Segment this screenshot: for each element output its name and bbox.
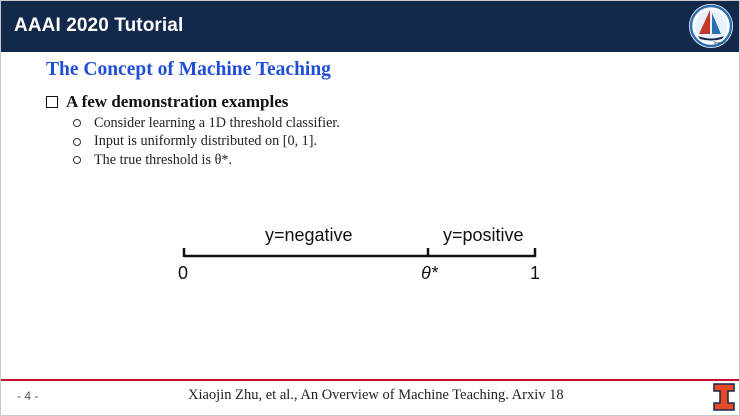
sub-bullet-list [73, 114, 340, 170]
sub-bullet-item [73, 133, 340, 152]
sailboat-logo-icon [689, 4, 733, 48]
main-bullet [46, 92, 288, 112]
circle-bullet-icon [73, 138, 81, 146]
label-negative: y=negative [265, 225, 353, 245]
threshold-diagram [171, 219, 561, 289]
slide-title: The Concept of Machine Teaching [46, 59, 331, 80]
page-number: - 4 - [17, 389, 39, 403]
circle-bullet-icon [73, 156, 81, 164]
sub-bullet-text: Consider learning a 1D threshold classifier. [94, 114, 340, 131]
sub-bullet-text: Input is uniformly distributed on [0, 1]. [94, 133, 318, 150]
illinois-i-logo-icon [713, 383, 735, 411]
footer-citation: Xiaojin Zhu, et al., An Overview of Machine Teaching. Arxiv 18 [188, 387, 564, 403]
main-bullet-text: A few demonstration examples [66, 92, 289, 111]
tick-label-one: 1 [530, 263, 541, 283]
header-title: AAAI 2020 Tutorial [14, 15, 184, 36]
sub-bullet-text: The true threshold is θ*. [94, 151, 233, 168]
circle-bullet-icon [73, 119, 81, 127]
footer-divider [1, 379, 739, 381]
checkbox-bullet-icon [46, 96, 58, 108]
sub-bullet-item [73, 151, 340, 170]
tick-label-theta: θ* [421, 263, 438, 283]
logo-text: Team Co [713, 40, 730, 45]
label-positive: y=positive [443, 225, 524, 245]
sub-bullet-item [73, 114, 340, 133]
tick-label-zero: 0 [178, 263, 189, 283]
header-bar [1, 1, 739, 52]
